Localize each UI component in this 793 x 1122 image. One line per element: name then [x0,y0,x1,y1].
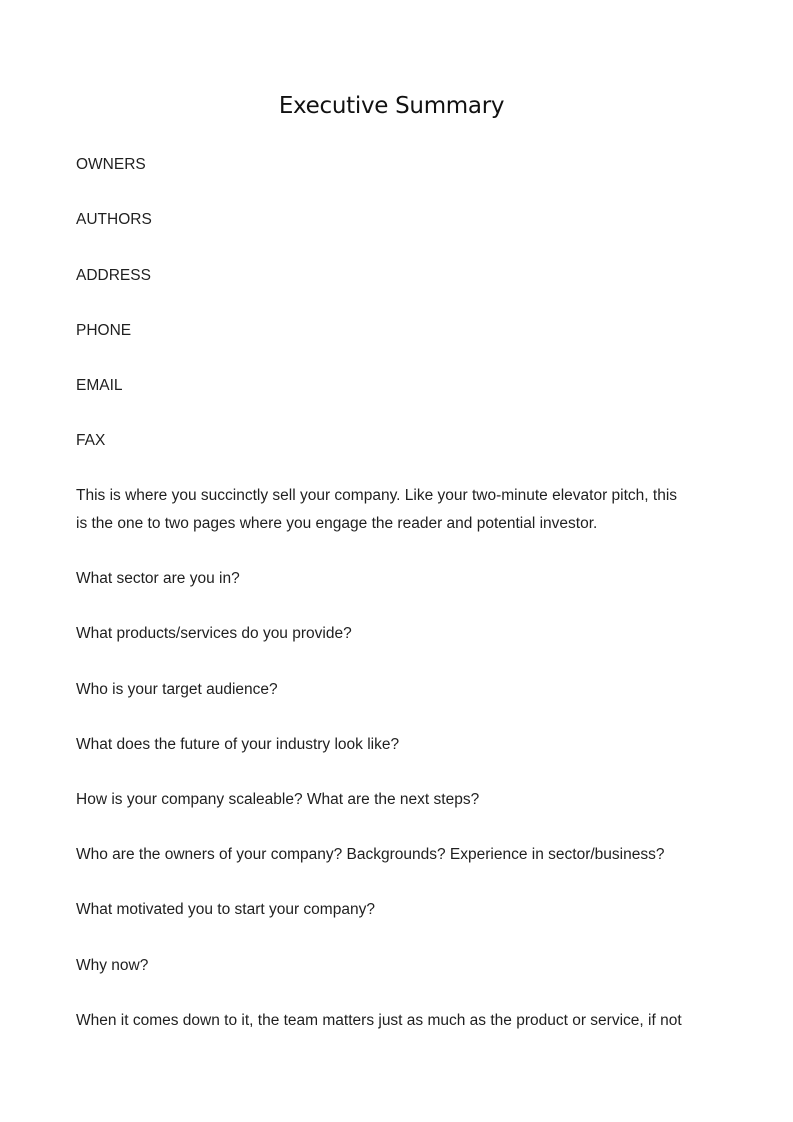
question-products: What products/services do you provide? [76,625,352,642]
field-email: EMAIL [76,377,123,394]
field-address: ADDRESS [76,267,151,284]
question-owners: Who are the owners of your company? Backgrounds? Experience in sector/business? [76,846,665,863]
question-industry-future: What does the future of your industry look like? [76,736,400,753]
question-motivation: What motivated you to start your company? [76,901,375,918]
field-phone: PHONE [76,322,132,339]
question-why-now: Why now? [76,957,149,974]
field-owners: OWNERS [76,156,146,173]
field-fax: FAX [76,432,106,449]
document-title: Executive Summary [278,93,505,119]
field-authors: AUTHORS [76,211,152,228]
question-sector: What sector are you in? [76,570,240,587]
intro-paragraph-line-1: This is where you succinctly sell your company. Like your two-minute elevator pitch, this [76,487,678,504]
intro-paragraph-line-2: is the one to two pages where you engage the reader and potential investor. [76,515,598,532]
question-scalability: How is your company scaleable? What are the next steps? [76,791,480,808]
closing-paragraph-line: When it comes down to it, the team matters just as much as the product or service, if not [76,1012,682,1029]
question-audience: Who is your target audience? [76,681,278,698]
